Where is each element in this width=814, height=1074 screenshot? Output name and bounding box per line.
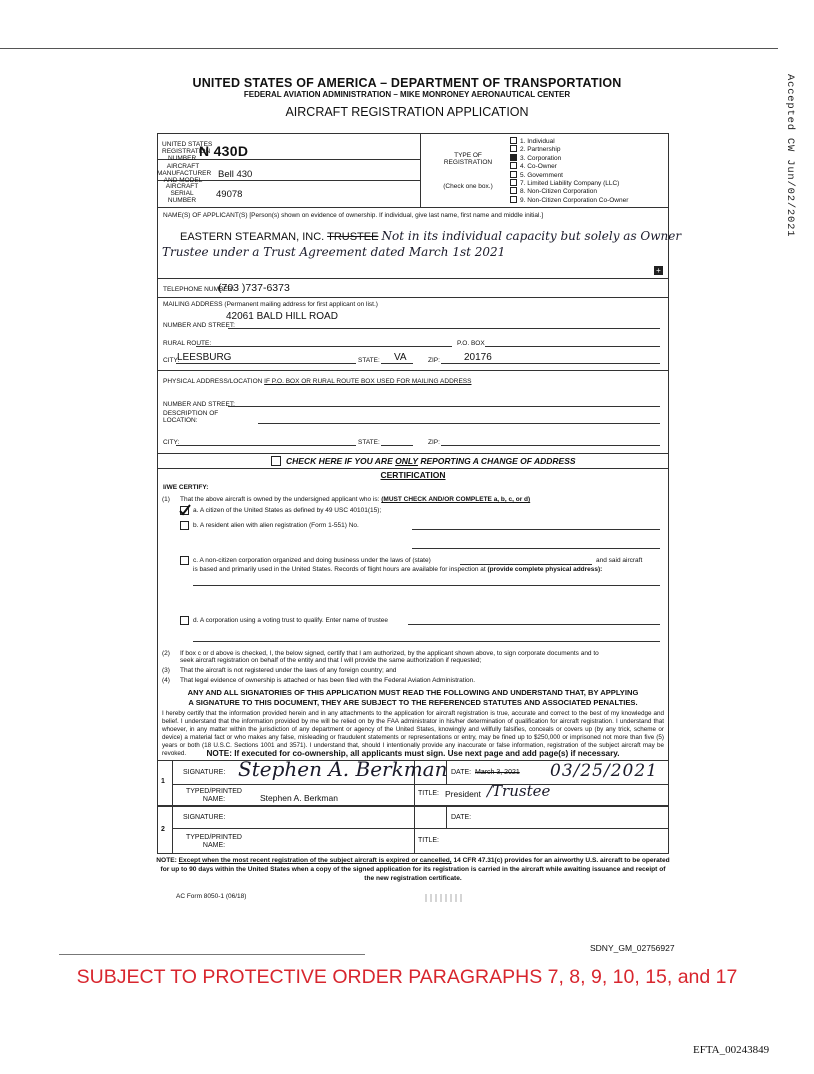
check-one-note: (Check one box.) [443, 183, 493, 190]
phys-street-label: NUMBER AND STREET: [163, 401, 235, 408]
typed-name-2-label: TYPED/PRINTED NAME: [185, 834, 242, 849]
bates-number: SDNY_GM_02756927 [590, 943, 675, 953]
checkbox-icon[interactable] [510, 187, 517, 194]
trustee-underline-2 [193, 641, 660, 642]
aircraft-divider [420, 133, 421, 208]
zip-value: 20176 [464, 352, 492, 363]
top-rule [0, 48, 778, 49]
state-of-incorporation-underline [460, 564, 592, 565]
title-1-handwritten: /Trustee [487, 782, 551, 800]
checkbox-icon[interactable] [510, 154, 517, 161]
change-of-address-checkbox[interactable] [271, 456, 281, 466]
phys-state-label: STATE: [358, 439, 380, 446]
checkbox-icon[interactable] [510, 162, 517, 169]
checkmark-icon [179, 504, 191, 516]
item-3-number: (3) [162, 667, 170, 674]
physical-address-label: PHYSICAL ADDRESS/LOCATION IF P.O. BOX OR RURAL ROUTE BOX USED FOR MAILING ADDRESS [163, 378, 472, 385]
reg-type-option[interactable]: 9. Non-Citizen Corporation Co-Owner [510, 196, 668, 204]
mfr-label: AIRCRAFT MANUFACTURER AND MODEL [157, 163, 212, 184]
bottom-rule [59, 954, 365, 955]
option-c-text-1: c. A non-citizen corporation organized and doing business under the laws of (state) [193, 557, 431, 564]
date-1-struck: March 3, 2021 [475, 769, 520, 776]
expand-icon[interactable]: + [654, 266, 663, 275]
operation-note: NOTE: Except when the most recent registration of the subject aircraft is expired or cancelled, 14 CFR 47.31(c) provides for an airworthy U.S. aircraft to be operated for up to 90 days within the United States when a copy of the signed application for its registration is carried in the aircraft while awaiting issuance and receipt of the new registration certificate. [156, 857, 670, 882]
protective-order-banner: SUBJECT TO PROTECTIVE ORDER PARAGRAPHS 7, 8, 9, 10, 15, and 17 [76, 966, 738, 988]
section-rule [157, 297, 669, 298]
pobox-underline [485, 346, 660, 347]
reg-type-options [510, 137, 668, 204]
state-label: STATE: [358, 357, 380, 364]
handwritten-trust-note: Trustee under a Trust Agreement dated March 1st 2021 [162, 245, 506, 259]
we-certify: I/WE CERTIFY: [163, 484, 209, 491]
rural-route-label: RURAL ROUTE: [163, 340, 212, 347]
signature-2-label: SIGNATURE: [183, 814, 226, 821]
checkbox-icon[interactable] [510, 196, 517, 203]
struck-trustee: TRUSTEE [327, 231, 379, 243]
checkbox-icon[interactable] [510, 145, 517, 152]
signature-1-label: SIGNATURE: [183, 769, 226, 776]
agency-subtitle: FEDERAL AVIATION ADMINISTRATION – MIKE MONRONEY AERONAUTICAL CENTER [243, 90, 571, 99]
reg-type-option[interactable]: 4. Co-Owner [510, 162, 668, 170]
item-4-text: That legal evidence of ownership is attached or has been filed with the Federal Aviation Administration. [180, 677, 476, 684]
faint-stamp-mark [425, 894, 465, 902]
typed-name-1: Stephen A. Berkman [260, 793, 338, 803]
item-4-number: (4) [162, 677, 170, 684]
zip-underline [441, 363, 660, 364]
date-2-label: DATE: [451, 814, 472, 821]
phone-label: TELEPHONE NUMBER: [163, 286, 235, 293]
street-value: 42061 BALD HILL ROAD [226, 311, 338, 322]
checkbox-icon[interactable] [510, 179, 517, 186]
alien-no-underline [412, 529, 660, 530]
item-3-text: That the aircraft is not registered under the laws of any foreign country; and [180, 667, 397, 674]
sig-row-rule [157, 805, 669, 807]
applicant-name: EASTERN STEARMAN, INC. [180, 231, 325, 243]
acceptance-stamp: Accepted CW Jun/02/2021 [784, 74, 796, 238]
item-2-number: (2) [162, 650, 170, 657]
agency-title: UNITED STATES OF AMERICA – DEPARTMENT OF TRANSPORTATION [192, 76, 622, 90]
option-d-text: d. A corporation using a voting trust to qualify. Enter name of trustee [193, 617, 388, 624]
section-rule [157, 468, 669, 469]
option-b-checkbox[interactable] [180, 521, 189, 530]
city-label: CITY: [163, 357, 180, 364]
street-underline [228, 328, 660, 329]
title-1: President [445, 789, 481, 799]
phys-desc-label: DESCRIPTION OF LOCATION: [163, 410, 219, 424]
option-c-text-2: and said aircraft [596, 557, 643, 564]
applicant-names-label: NAME(S) OF APPLICANT(S) [Person(s) shown on evidence of ownership. If individual, give last name, first name and middle initial.] [163, 212, 544, 219]
efta-number: EFTA_00243849 [693, 1044, 770, 1056]
option-c-checkbox[interactable] [180, 556, 189, 565]
option-d-checkbox[interactable] [180, 616, 189, 625]
title-2-label: TITLE: [418, 837, 440, 844]
rural-underline [196, 346, 452, 347]
handwritten-capacity-note: Not in its individual capacity but solely as Owner [381, 229, 682, 243]
serial-value: 49078 [216, 189, 243, 200]
option-c-text-3: is based and primarily used in the United States. Records of flight hours are available for inspection at (provide complete physical address): [193, 566, 603, 573]
section-rule [157, 370, 669, 371]
date-1-handwritten: 03/25/2021 [550, 761, 658, 781]
option-b-text: b. A resident alien with alien registration (Form 1-551) No. [193, 522, 359, 529]
checkbox-icon[interactable] [510, 171, 517, 178]
po-box-label: P.O. BOX [457, 340, 485, 347]
phys-state-underline [381, 445, 413, 446]
phys-zip-underline [441, 445, 660, 446]
section-rule [157, 453, 669, 454]
signature-1: Stephen A. Berkman [238, 757, 448, 781]
item-1-number: (1) [162, 496, 170, 503]
street-label: NUMBER AND STREET: [163, 322, 235, 329]
certification-statement: I hereby certify that the information provided herein and in any attachments to the application for aircraft registration is true, accurate and correct to the best of my knowledge and belief. I understand that the information provided by me will be relied on by the FAA administrator in his/her determination of qualification for aircraft registration. I understand that whoever, in any matter within the jurisdiction of any department or agency of the United States, knowingly and willfully falsifies, conceals or covers up (by any trick, scheme or device) a material fact or who makes any false, misleading or fraudulent statements or representations or entry, may be fined up to $250,000 or imprisoned not more than five (5) years or both (18 U.S.C. Sections 1001 and 3571). I understand that, should I intentionally provide any inaccurate or false information, registration of the subject aircraft may be revoked. [162, 710, 664, 757]
phys-city-label: CITY: [163, 439, 180, 446]
reg-type-label: TYPE OF REGISTRATION [443, 152, 493, 166]
state-value: VA [394, 352, 407, 363]
reg-type-option[interactable]: 1. Individual [510, 137, 668, 145]
city-underline [176, 363, 356, 364]
checkbox-icon[interactable] [510, 137, 517, 144]
row-1-number: 1 [161, 778, 165, 785]
title-1-label: TITLE: [418, 790, 440, 797]
phys-desc-underline [258, 423, 660, 424]
mailing-address-label: MAILING ADDRESS (Permanent mailing address for first applicant on list.) [163, 301, 378, 308]
zip-label: ZIP: [428, 357, 440, 364]
option-a-text: a. A citizen of the United States as defined by 49 USC 40101(15); [193, 507, 382, 514]
phys-street-underline [228, 406, 660, 407]
reg-type-option[interactable]: 2. Partnership [510, 145, 668, 153]
reg-type-option[interactable]: 8. Non-Citizen Corporation [510, 187, 668, 195]
city-value: LEESBURG [177, 352, 232, 363]
phone-value: (703 )737-6373 [218, 282, 290, 294]
reg-type-option[interactable]: 3. Corporation [510, 154, 668, 162]
sig-row-rule [172, 784, 669, 785]
state-underline [381, 363, 413, 364]
signatory-warning: ANY AND ALL SIGNATORIES OF THIS APPLICATION MUST READ THE FOLLOWING AND UNDERSTAND THAT, BY APPLYING A SIGNATURE TO THIS DOCUMENT, THEY ARE SUBJECT TO THE REFERENCED STATUTES AND ASSOCIATED PENALTIES. [187, 688, 639, 707]
row-2-number: 2 [161, 826, 165, 833]
alien-no-underline-2 [412, 548, 660, 549]
section-rule [157, 278, 669, 279]
reg-number-label: UNITED STATES REGISTRATION NUMBER [162, 141, 213, 162]
phys-zip-label: ZIP: [428, 439, 440, 446]
item-2-text: If box c or d above is checked, I, the below signed, certify that I am authorized, by the applicant shown above, to sign corporate documents and to seek aircraft registration on behalf of the entity and that I will provide the same authorization if requested; [180, 650, 599, 664]
reg-type-option[interactable]: 5. Government [510, 171, 668, 179]
sig-col-rule [446, 807, 447, 828]
option-c-address-underline [193, 585, 660, 586]
form-number: AC Form 8050-1 (06/18) [176, 893, 247, 900]
item-1-text: That the above aircraft is owned by the undersigned applicant who is: (MUST CHECK AND/OR COMPLETE a, b, c, or d) [180, 496, 531, 503]
sig-row-rule [172, 828, 669, 829]
reg-type-option[interactable]: 7. Limited Liability Company (LLC) [510, 179, 668, 187]
trustee-underline [408, 624, 660, 625]
certification-title: CERTIFICATION [380, 470, 446, 480]
form-title: AIRCRAFT REGISTRATION APPLICATION [285, 105, 529, 119]
co-ownership-note: NOTE: If executed for co-ownership, all applicants must sign. Use next page and add page(s) if necessary. [206, 749, 620, 758]
phys-city-underline [176, 445, 356, 446]
serial-label: AIRCRAFT SERIAL NUMBER [165, 183, 199, 204]
change-of-address-label: CHECK HERE IF YOU ARE ONLY REPORTING A CHANGE OF ADDRESS [286, 456, 576, 466]
mfr-value: Bell 430 [218, 169, 253, 180]
sig-col-rule [172, 760, 173, 854]
reg-number-value: N 430D [199, 143, 249, 159]
applicant-name-line [180, 229, 681, 243]
date-1-label: DATE: [451, 769, 472, 776]
typed-name-1-label: TYPED/PRINTED NAME: [185, 788, 242, 803]
